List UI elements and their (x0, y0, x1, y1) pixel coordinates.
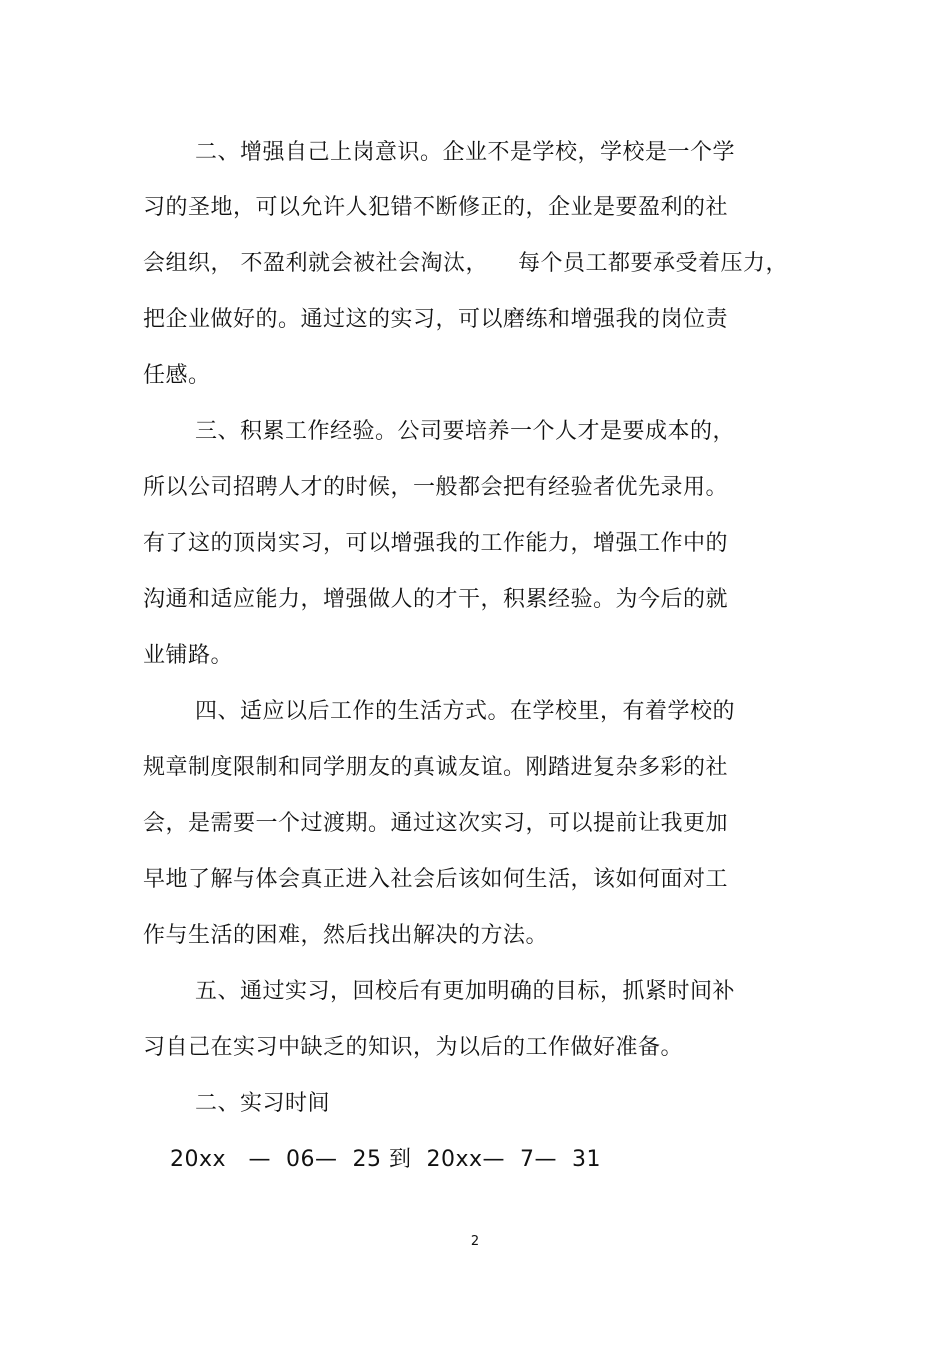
paragraph-2-line-3: 会组织， 不盈利就会被社会淘汰， 每个员工都要承受着压力， (143, 251, 788, 276)
paragraph-5-line-1: 五、通过实习，回校后有更加明确的目标，抓紧时间补 (195, 979, 736, 1004)
paragraph-3-line-2: 所以公司招聘人才的时候，一般都会把有经验者优先录用。 (143, 475, 729, 500)
paragraph-2-line-1: 二、增强自己上岗意识。企业不是学校，学校是一个学 (195, 140, 736, 165)
internship-date-range: 20xx — 06— 25 到 20xx— 7— 31 (170, 1147, 601, 1172)
paragraph-3-line-5: 业铺路。 (143, 643, 234, 668)
page-number: 2 (470, 1234, 480, 1249)
paragraph-3-line-1: 三、积累工作经验。公司要培养一个人才是要成本的， (195, 419, 736, 444)
paragraph-3-line-3: 有了这的顶岗实习，可以增强我的工作能力，增强工作中的 (143, 531, 729, 556)
paragraph-2-line-2: 习的圣地，可以允许人犯错不断修正的，企业是要盈利的社 (143, 195, 729, 220)
paragraph-5-line-2: 习自己在实习中缺乏的知识，为以后的工作做好准备。 (143, 1035, 684, 1060)
section-heading-internship-time: 二、实习时间 (195, 1091, 331, 1116)
paragraph-4-line-3: 会，是需要一个过渡期。通过这次实习，可以提前让我更加 (143, 811, 729, 836)
paragraph-4-line-2: 规章制度限制和同学朋友的真诚友谊。刚踏进复杂多彩的社 (143, 755, 729, 780)
paragraph-2-line-4: 把企业做好的。通过这的实习，可以磨练和增强我的岗位责 (143, 307, 729, 332)
paragraph-4-line-1: 四、适应以后工作的生活方式。在学校里，有着学校的 (195, 699, 736, 724)
paragraph-4-line-4: 早地了解与体会真正进入社会后该如何生活，该如何面对工 (143, 867, 729, 892)
paragraph-4-line-5: 作与生活的困难，然后找出解决的方法。 (143, 923, 549, 948)
paragraph-3-line-4: 沟通和适应能力，增强做人的才干，积累经验。为今后的就 (143, 587, 729, 612)
paragraph-2-line-5: 任感。 (143, 363, 211, 388)
